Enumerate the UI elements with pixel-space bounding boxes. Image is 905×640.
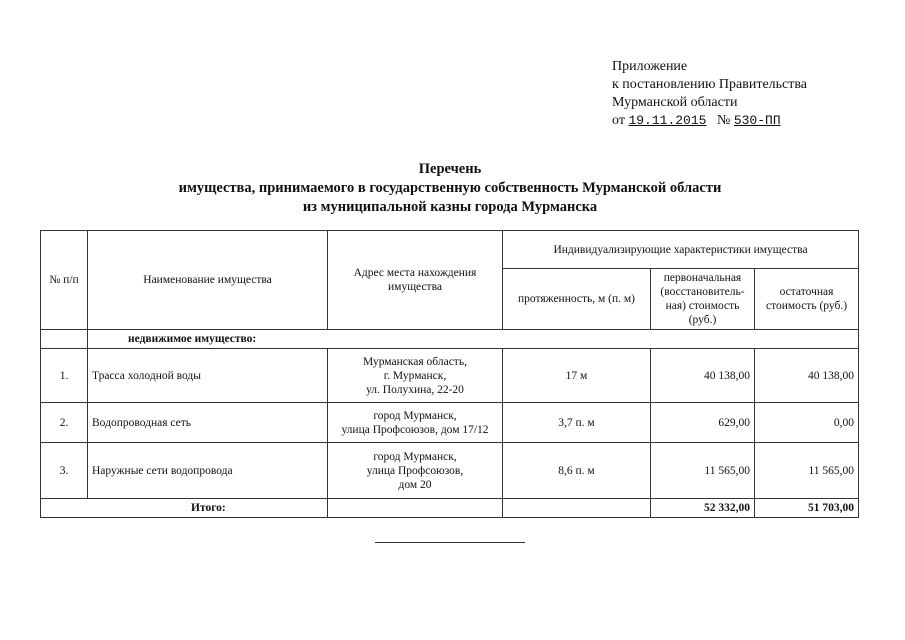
title-line: Перечень (418, 161, 482, 177)
number-prefix: № (716, 113, 731, 128)
header-row (41, 231, 859, 269)
total-row (41, 499, 859, 518)
address-line: ул. Полухина, 22-20 (366, 383, 464, 396)
decree-date: 19.11.2015 (628, 113, 707, 128)
header-length: протяженность, м (п. м) (503, 269, 651, 330)
address-line: Мурманская область, (363, 355, 467, 368)
appendix-line: Мурманской области (612, 95, 738, 110)
header-residual-cost: остаточная стоимость (руб.) (755, 269, 859, 330)
document-title (40, 160, 860, 217)
header-name: Наименование имущества (88, 231, 328, 330)
header-num: № п/п (41, 231, 88, 330)
section-label: недвижимое имущество: (88, 330, 859, 349)
row-residual-cost: 11 565,00 (755, 443, 859, 499)
header-characteristics: Индивидуализирующие характеристики имущества (503, 231, 859, 269)
title-line: имущества, принимаемого в государственную собственность Мурманской области (178, 180, 722, 196)
row-name: Трасса холодной воды (88, 349, 328, 403)
date-prefix: от (612, 113, 625, 128)
closing-rule (375, 542, 525, 543)
row-address (328, 443, 503, 499)
row-num: 3. (41, 443, 88, 499)
row-length: 3,7 п. м (503, 403, 651, 443)
row-name: Наружные сети водопровода (88, 443, 328, 499)
address-line: город Мурманск, (373, 409, 457, 422)
title-line: из муниципальной казны города Мурманска (302, 199, 598, 215)
decree-number: 530-ПП (733, 113, 781, 128)
row-initial-cost: 629,00 (651, 403, 755, 443)
address-line: дом 20 (398, 478, 432, 491)
property-table (40, 230, 859, 518)
total-initial-cost: 52 332,00 (651, 499, 755, 518)
address-line: улица Профсоюзов, дом 17/12 (341, 423, 489, 436)
appendix-line: Приложение (612, 59, 688, 74)
row-address (328, 403, 503, 443)
row-address (328, 349, 503, 403)
row-residual-cost: 40 138,00 (755, 349, 859, 403)
total-residual-cost: 51 703,00 (755, 499, 859, 518)
appendix-block (612, 58, 807, 130)
row-num: 1. (41, 349, 88, 403)
address-line: улица Профсоюзов, (366, 464, 464, 477)
table-row (41, 403, 859, 443)
row-length: 8,6 п. м (503, 443, 651, 499)
header-initial-cost: первоначальная (восстановитель-ная) стоимость (руб.) (651, 269, 755, 330)
address-line: г. Мурманск, (383, 369, 447, 382)
row-initial-cost: 40 138,00 (651, 349, 755, 403)
table-row (41, 443, 859, 499)
appendix-line: к постановлению Правительства (612, 77, 808, 92)
header-address: Адрес места нахождения имущества (328, 231, 503, 330)
row-name: Водопроводная сеть (88, 403, 328, 443)
row-residual-cost: 0,00 (755, 403, 859, 443)
appendix-date-line (612, 112, 807, 130)
total-label: Итого: (41, 499, 328, 518)
row-length: 17 м (503, 349, 651, 403)
address-line: город Мурманск, (373, 450, 457, 463)
row-initial-cost: 11 565,00 (651, 443, 755, 499)
row-num: 2. (41, 403, 88, 443)
section-row (41, 330, 859, 349)
table-row (41, 349, 859, 403)
